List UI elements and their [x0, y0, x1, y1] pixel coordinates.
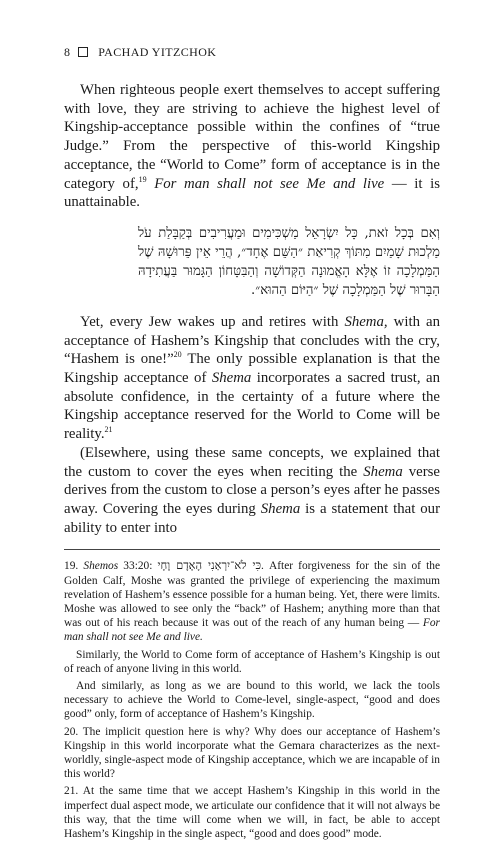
footnote-19-continued-2: And similarly, as long as we are bound to this world, we lack the tools necessary to achieve the World to Come-level, single-aspect, “good and does good” only, form of acceptance of Hashem’s Kingship. — [64, 679, 440, 721]
book-page — [64, 44, 440, 844]
running-head — [64, 44, 440, 60]
footnotes — [64, 558, 440, 841]
footnote-divider — [64, 549, 440, 550]
footnote-19-hebrew: כִּי לֹא־יִרְאַנִי הָאָדָם וָחָי — [157, 558, 262, 573]
hebrew-quote-block — [138, 224, 440, 300]
book-title: PACHAD YITZCHOK — [98, 44, 217, 59]
square-ornament-icon — [78, 47, 88, 57]
paragraph-1: When righteous people exert themselves to accept suffering with love, they are striving to achieve the highest level of Kingship-acceptance possible within the confines of “true Judge.” From the perspective of this-world Kingship acceptance, the “World to Come” form of acceptance is in the category of,$^{19}$ For man shall not see Me and live — it is unattainable. — [64, 82, 440, 211]
footnote-21: 21. At the same time that we accept Hashem’s Kingship in this world in the imperfect dual aspect mode, we articulate our confidence that it will not always be this way, that the time will come when we will, in fact, be able to accept Hashem’s Kingship in the single aspect, “good and does good” mode. — [64, 785, 440, 841]
paragraph-2: Yet, every Jew wakes up and retires with Shema, with an acceptance of Hashem’s Kingship that concludes with the cry, “Hashem is one!”$^{20}$ The only possible explanation is that the Kingship acceptance of Shema incorporates a sacred trust, an absolute confidence, in the certainty of a future where the Kingship acceptance reserved for the World to Come will be reality.$^{21}$ — [64, 313, 441, 443]
hebrew-quote: וְאִם בְּכָל זֹאת, כָּל יִשְׂרָאֵל מַשְׁכִּימִים וּמַעֲרִיבִים בְּקַבָּלַת עֹל מַלְכוּת שָׁמַיִם מִתּוֹךְ קְרִיאַת ״הַשֵּׁם אֶחָד״, הֲרֵי אֵין פֵּרוּשָׁהּ שֶׁל הַמַּמְלָכָה זוֹ אֶלָּא הָאֱמוּנָה הַקְּדוֹשָׁה וְהַבִּטָּחוֹן הַגָּמוּר בַּעֲתִידָהּ הַבָּרוּר שֶׁל הַמַּמְלָכָה שֶׁל ״הַיּוֹם הַהוּא״. — [138, 225, 440, 298]
footnote-ref-20[interactable]: 20 — [173, 350, 182, 360]
paragraph-3: (Elsewhere, using these same concepts, we explained that the custom to cover the eyes when reciting the Shema verse derives from the custom to close a person’s eyes after he passes away. Covering the eyes during Shema is a statement that our ability to enter into — [64, 444, 440, 536]
footnote-19: 19. Shemos 33:20: כִּי לֹא־יִרְאַנִי הָאָדָם וָחָי. After forgiveness for the sin of the Golden Calf, Moshe was granted the privilege of experiencing the maximum revelation of Hashem’s essence possible for a human being. Yet, there were limits. Moshe was allowed to see only the “back” of Hashem; anything more than that was out of his reach because it was out of the reach of any human being — For man shall not see Me and live. — [64, 558, 440, 644]
page-number: 8 — [64, 44, 71, 59]
footnote-20: 20. The implicit question here is why? Why does our acceptance of Hashem’s Kingship in this world incorporate what the Gemara characterizes as the next-worldly, single-aspect mode of Kingship acceptance, which we are incapable of in this world? — [64, 725, 440, 781]
footnote-ref-19[interactable]: 19 — [138, 174, 147, 184]
footnote-ref-21[interactable]: 21 — [104, 425, 113, 435]
main-text — [64, 81, 440, 537]
footnote-19-continued: Similarly, the World to Come form of acceptance of Hashem’s Kingship is out of reach of anyone living in this world. — [64, 648, 440, 675]
